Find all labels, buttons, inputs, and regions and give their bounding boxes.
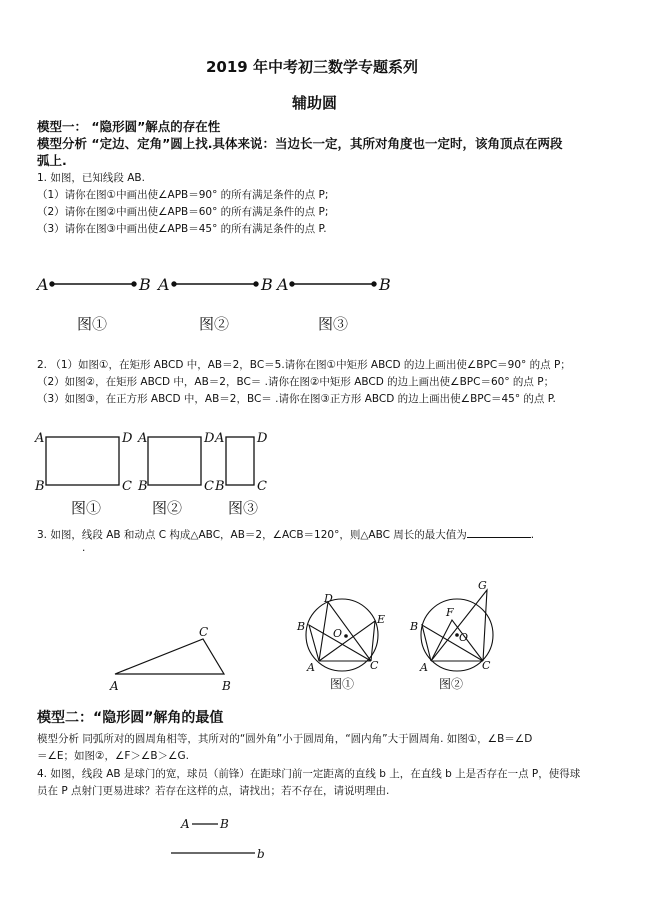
q2-caption-3: 图③ <box>228 499 259 517</box>
q3-caption-1: 图① <box>330 677 355 691</box>
q3-label-b: B <box>222 679 231 693</box>
q2-label-c-1: C <box>122 479 132 494</box>
q4-label-line-b: b <box>257 847 265 861</box>
q3-c1-label-a: A <box>307 661 315 674</box>
q1-stem: 1. 如图，已知线段 AB. <box>37 172 145 184</box>
q3-c2-label-f: F <box>446 606 454 619</box>
q2-label-c-3: C <box>257 479 267 494</box>
q2-label-a-2: A <box>138 431 148 446</box>
model1-heading: 模型一： “隐形圆”解点的存在性 <box>37 119 221 134</box>
q3-c1-label-e: E <box>377 613 386 626</box>
q3-c1-label-c: C <box>370 659 379 672</box>
q1-label-a-2: A <box>158 275 170 294</box>
q2-caption-2: 图② <box>152 499 183 517</box>
q4-label-b: B <box>220 817 229 831</box>
q3-c1-label-b: B <box>297 620 306 633</box>
q1-label-a-3: A <box>277 275 289 294</box>
q3-caption-2: 图② <box>439 677 464 691</box>
q3-dot: . <box>82 542 86 554</box>
q2-line-3: （3）如图③，在正方形 ABCD 中，AB＝2，BC＝ .请你在图③正方形 ABCD 的边上画出使∠BPC＝45° 的点 P. <box>37 393 556 405</box>
q2-label-b-3: B <box>215 479 225 494</box>
model2-analysis-line1: 模型分析 同弧所对的圆周角相等，其所对的“圆外角”小于圆周角，“圆内角”大于圆周角. 如图①，∠B＝∠D <box>37 733 533 745</box>
q1-label-a-1: A <box>37 275 49 294</box>
q1-label-b-3: B <box>379 275 391 294</box>
q2-label-c-2: C <box>204 479 214 494</box>
doc-subtitle: 辅助圆 <box>292 94 338 112</box>
q1-item-3: （3）请你在图③中画出使∠APB＝45° 的所有满足条件的点 P. <box>37 223 327 235</box>
q1-caption-2: 图② <box>199 315 230 333</box>
q4-label-a: A <box>181 817 190 831</box>
q2-label-d-2: D <box>204 431 215 446</box>
q3-stem: 3. 如图，线段 AB 和动点 C 构成△ABC，AB＝2，∠ACB＝120°，则△ABC 周长的最大值为 <box>37 529 467 541</box>
q3-c2-label-c: C <box>482 659 491 672</box>
q2-label-d-3: D <box>257 431 268 446</box>
q3-label-c: C <box>199 625 209 639</box>
q1-caption-3: 图③ <box>318 315 349 333</box>
q3-c2-label-b: B <box>410 620 419 633</box>
q4-line-2: 员在 P 点射门更易进球？若存在这样的点，请找出；若不存在，请说明理由. <box>37 785 390 797</box>
q3-c2-label-g: G <box>478 579 487 592</box>
q2-label-a-3: A <box>215 431 225 446</box>
q3-label-a: A <box>110 679 119 693</box>
q3-c2-label-o: O <box>459 631 469 644</box>
model1-analysis-line2: 弧上. <box>37 153 67 168</box>
q2-line-2: （2）如图②，在矩形 ABCD 中，AB＝2，BC＝ .请你在图②中矩形 ABCD 的边上画出使∠BPC＝60° 的点 P； <box>37 376 555 388</box>
doc-title: 2019 年中考初三数学专题系列 <box>206 58 418 76</box>
q4-line-1: 4. 如图，线段 AB 是球门的宽，球员（前锋）在距球门前一定距离的直线 b 上，在直线 b 上是否存在一点 P，使得球 <box>37 768 581 780</box>
q1-label-b-1: B <box>139 275 151 294</box>
q1-label-b-2: B <box>261 275 273 294</box>
model2-analysis-line2: ＝∠E；如图②，∠F＞∠B＞∠G. <box>37 750 189 762</box>
q1-item-2: （2）请你在图②中画出使∠APB＝60° 的所有满足条件的点 P; <box>37 206 329 218</box>
q1-caption-1: 图① <box>77 315 108 333</box>
model1-analysis-line1: 模型分析 “定边、定角”圆上找.具体来说：当边长一定，其所对角度也一定时，该角顶点在两段 <box>37 136 563 151</box>
q3-stem-end: . <box>530 529 535 541</box>
q2-label-a-1: A <box>35 431 45 446</box>
q2-label-d-1: D <box>122 431 133 446</box>
q2-line-1: 2. （1）如图①，在矩形 ABCD 中，AB＝2，BC＝5.请你在图①中矩形 ABCD 的边上画出使∠BPC＝90° 的点 P； <box>37 359 571 371</box>
q2-label-b-2: B <box>138 479 148 494</box>
q3-c1-label-o: O <box>333 627 343 640</box>
q3-c1-label-d: D <box>324 592 333 605</box>
model2-heading: 模型二：“隐形圆”解角的最值 <box>37 710 224 726</box>
q2-caption-1: 图① <box>71 499 102 517</box>
q1-item-1: （1）请你在图①中画出使∠APB＝90° 的所有满足条件的点 P; <box>37 189 329 201</box>
q2-label-b-1: B <box>35 479 45 494</box>
q3-c2-label-a: A <box>420 661 428 674</box>
